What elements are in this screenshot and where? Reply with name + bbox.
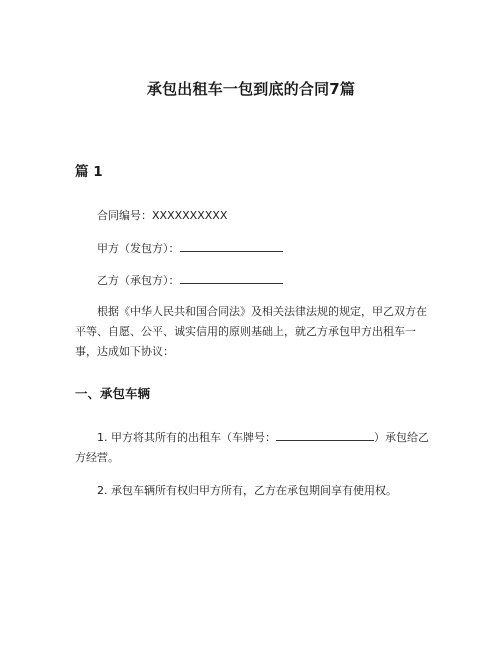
party-b-blank — [180, 271, 283, 284]
contract-number-line — [75, 206, 430, 226]
clause-1-prefix: 1. 甲方将其所有的出租车（车牌号： — [97, 431, 276, 444]
party-a-line — [75, 239, 430, 259]
party-a-blank — [180, 239, 283, 252]
party-b-line — [75, 271, 430, 291]
intro-paragraph: 根据《中华人民共和国合同法》及相关法律法规的规定，甲乙双方在平等、自愿、公平、诚实信用的原则基础上，就乙方承包甲方出租车一事，达成如下协议： — [75, 305, 427, 358]
part-heading: 篇 1 — [75, 164, 103, 180]
contract-number-text: 合同编号：XXXXXXXXXX — [97, 209, 228, 222]
party-b-label: 乙方（承包方）： — [97, 274, 180, 287]
party-a-label: 甲方（发包方）： — [97, 242, 180, 255]
document-title: 承包出租车一包到底的合同7篇 — [146, 80, 356, 98]
clause-1 — [75, 428, 430, 468]
plate-number-blank — [276, 428, 374, 441]
section-heading-vehicle: 一、承包车辆 — [75, 386, 151, 401]
clause-1-suffix: ）承包给乙方经营。 — [75, 431, 429, 464]
clause-2: 2. 承包车辆所有权归甲方所有，乙方在承包期间享有使用权。 — [97, 484, 397, 497]
